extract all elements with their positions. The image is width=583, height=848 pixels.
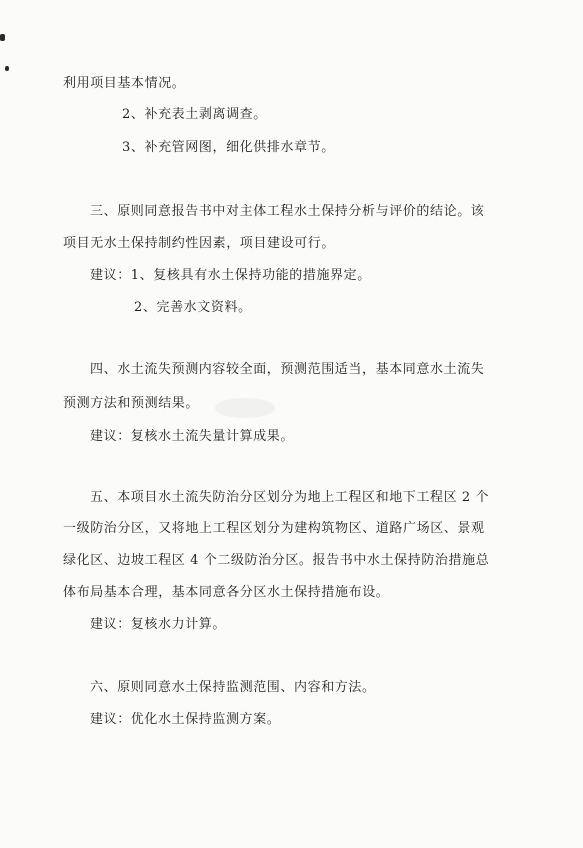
- scan-mark: [0, 34, 5, 41]
- text-line: 四、水土流失预测内容较全面，预测范围适当，基本同意水土流失: [90, 362, 485, 377]
- text-line: 项目无水土保持制约性因素，项目建设可行。: [63, 236, 336, 251]
- text-line: 六、原则同意水土保持监测范围、内容和方法。: [90, 680, 376, 695]
- text-line: 绿化区、边坡工程区 4 个二级防治分区。报告书中水土保持防治措施总: [63, 553, 490, 568]
- text-line: 五、本项目水土流失防治分区划分为地上工程区和地下工程区 2 个: [90, 490, 490, 505]
- text-line: 建议：复核水力计算。: [90, 617, 227, 632]
- text-line: 三、原则同意报告书中对主体工程水土保持分析与评价的结论。该: [90, 204, 485, 219]
- text-line: 预测方法和预测结果。: [63, 396, 200, 411]
- text-line: 建议：复核水土流失量计算成果。: [90, 429, 295, 444]
- text-line: 2、完善水文资料。: [134, 300, 252, 315]
- scan-smudge: [215, 398, 275, 418]
- text-line: 建议：优化水土保持监测方案。: [90, 712, 281, 727]
- text-line: 利用项目基本情况。: [63, 76, 186, 91]
- text-line: 体布局基本合理，基本同意各分区水土保持措施布设。: [63, 585, 390, 600]
- text-line: 3、补充管网图，细化供排水章节。: [122, 140, 335, 155]
- text-line: 2、补充表土剥离调查。: [122, 107, 267, 122]
- text-line: 一级防治分区，又将地上工程区划分为建构筑物区、道路广场区、景观: [63, 521, 485, 536]
- scan-mark: [5, 66, 9, 71]
- text-line: 建议：1、复核具有水土保持功能的措施界定。: [90, 268, 371, 283]
